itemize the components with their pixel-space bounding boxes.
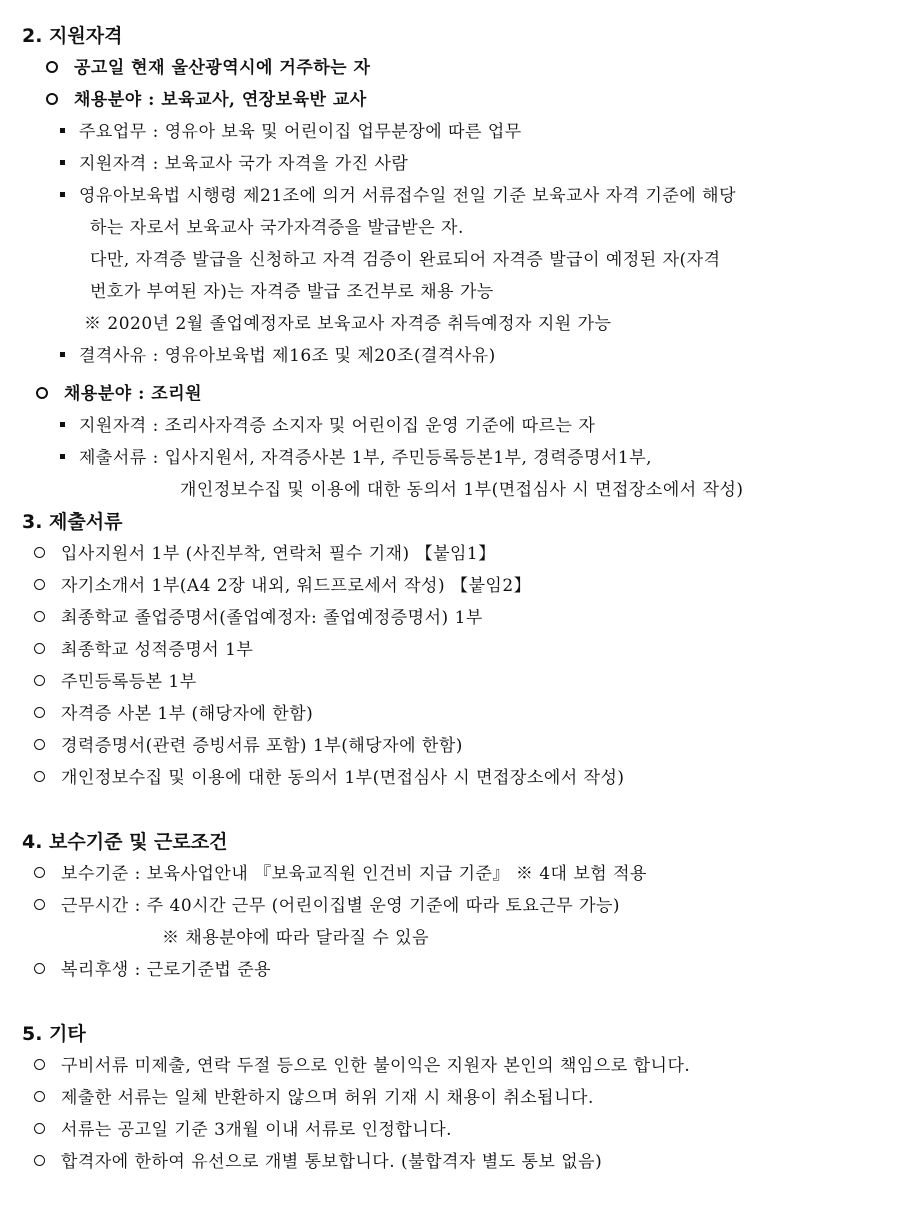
- circle-bullet-icon: [34, 611, 45, 622]
- square-bullet-icon: [60, 422, 65, 427]
- circle-bullet-icon: [34, 643, 45, 654]
- s4-list-item: 복리후생 : 근로기준법 준용: [34, 958, 271, 982]
- section-5-heading: 5. 기타: [22, 1023, 86, 1045]
- s3-list-item: 경력증명서(관련 증빙서류 포함) 1부(해당자에 한함): [34, 734, 463, 758]
- s3-list-item: 최종학교 졸업증명서(졸업예정자: 졸업예정증명서) 1부: [34, 606, 483, 630]
- s3-list-item: 입사지원서 1부 (사진부착, 연락처 필수 기재) 【붙임1】: [34, 542, 496, 566]
- section-4-heading: 4. 보수기준 및 근로조건: [22, 831, 228, 853]
- s3-list-item: 자기소개서 1부(A4 2장 내외, 워드프로세서 작성) 【붙임2】: [34, 574, 531, 598]
- s4-list-item: 보수기준 : 보육사업안내 『보육교직원 인건비 지급 기준』 ※ 4대 보험 적용: [34, 862, 647, 886]
- section-3-heading: 3. 제출서류: [22, 511, 123, 533]
- s3-list-item: 최종학교 성적증명서 1부: [34, 638, 253, 662]
- circle-bullet-icon: [34, 771, 45, 782]
- teacher-detail: 결격사유 : 영유아보육법 제16조 및 제20조(결격사유): [60, 344, 496, 368]
- circle-bullet-icon: [34, 547, 45, 558]
- circle-bullet-icon: [34, 867, 45, 878]
- s5-list-item: 서류는 공고일 기준 3개월 이내 서류로 인정합니다.: [34, 1118, 452, 1142]
- s2-item-cook-field: 채용분야 : 조리원: [36, 382, 202, 406]
- circle-bullet-icon: [34, 1155, 45, 1166]
- teacher-detail-cont: 번호가 부여된 자)는 자격증 발급 조건부로 채용 가능: [90, 282, 494, 302]
- circle-bullet-icon: [36, 387, 48, 399]
- circle-bullet-icon: [34, 899, 45, 910]
- s5-list-item: 제출한 서류는 일체 반환하지 않으며 허위 기재 시 채용이 취소됩니다.: [34, 1086, 594, 1110]
- circle-bullet-icon: [34, 675, 45, 686]
- s3-list-item: 개인정보수집 및 이용에 대한 동의서 1부(면접심사 시 면접장소에서 작성): [34, 766, 625, 790]
- circle-bullet-icon: [46, 93, 58, 105]
- square-bullet-icon: [60, 128, 65, 133]
- s2-item-residence: 공고일 현재 울산광역시에 거주하는 자: [46, 56, 370, 80]
- section-2-heading: 2. 지원자격: [22, 25, 123, 47]
- s3-list-item: 자격증 사본 1부 (해당자에 한함): [34, 702, 313, 726]
- circle-bullet-icon: [34, 1059, 45, 1070]
- cook-detail: 제출서류 : 입사지원서, 자격증사본 1부, 주민등록등본1부, 경력증명서1부,: [60, 446, 652, 470]
- square-bullet-icon: [60, 160, 65, 165]
- s3-list-item: 주민등록등본 1부: [34, 670, 197, 694]
- square-bullet-icon: [60, 454, 65, 459]
- s4-remark: ※ 채용분야에 따라 달라질 수 있음: [162, 928, 430, 948]
- s5-list-item: 구비서류 미제출, 연락 두절 등으로 인한 불이익은 지원자 본인의 책임으로 합니다.: [34, 1054, 690, 1078]
- teacher-detail: 지원자격 : 보육교사 국가 자격을 가진 사람: [60, 152, 408, 176]
- teacher-detail-note: 다만, 자격증 발급을 신청하고 자격 검증이 완료되어 자격증 발급이 예정된 자(자격: [90, 250, 721, 270]
- s4-list-item: 근무시간 : 주 40시간 근무 (어린이집별 운영 기준에 따라 토요근무 가능): [34, 894, 620, 918]
- circle-bullet-icon: [34, 1091, 45, 1102]
- teacher-detail-remark: ※ 2020년 2월 졸업예정자로 보육교사 자격증 취득예정자 지원 가능: [84, 314, 612, 334]
- cook-detail-cont: 개인정보수집 및 이용에 대한 동의서 1부(면접심사 시 면접장소에서 작성): [180, 480, 744, 500]
- circle-bullet-icon: [34, 707, 45, 718]
- square-bullet-icon: [60, 192, 65, 197]
- circle-bullet-icon: [46, 61, 58, 73]
- teacher-detail: 영유아보육법 시행령 제21조에 의거 서류접수일 전일 기준 보육교사 자격 기준에 해당: [60, 184, 736, 208]
- teacher-detail-cont: 하는 자로서 보육교사 국가자격증을 발급받은 자.: [90, 218, 464, 238]
- circle-bullet-icon: [34, 1123, 45, 1134]
- teacher-detail: 주요업무 : 영유아 보육 및 어린이집 업무분장에 따른 업무: [60, 120, 522, 144]
- s5-list-item: 합격자에 한하여 유선으로 개별 통보합니다. (불합격자 별도 통보 없음): [34, 1150, 602, 1174]
- circle-bullet-icon: [34, 963, 45, 974]
- circle-bullet-icon: [34, 579, 45, 590]
- s2-item-teacher-field: 채용분야 : 보육교사, 연장보육반 교사: [46, 88, 367, 112]
- circle-bullet-icon: [34, 739, 45, 750]
- cook-detail: 지원자격 : 조리사자격증 소지자 및 어린이집 운영 기준에 따르는 자: [60, 414, 595, 438]
- square-bullet-icon: [60, 352, 65, 357]
